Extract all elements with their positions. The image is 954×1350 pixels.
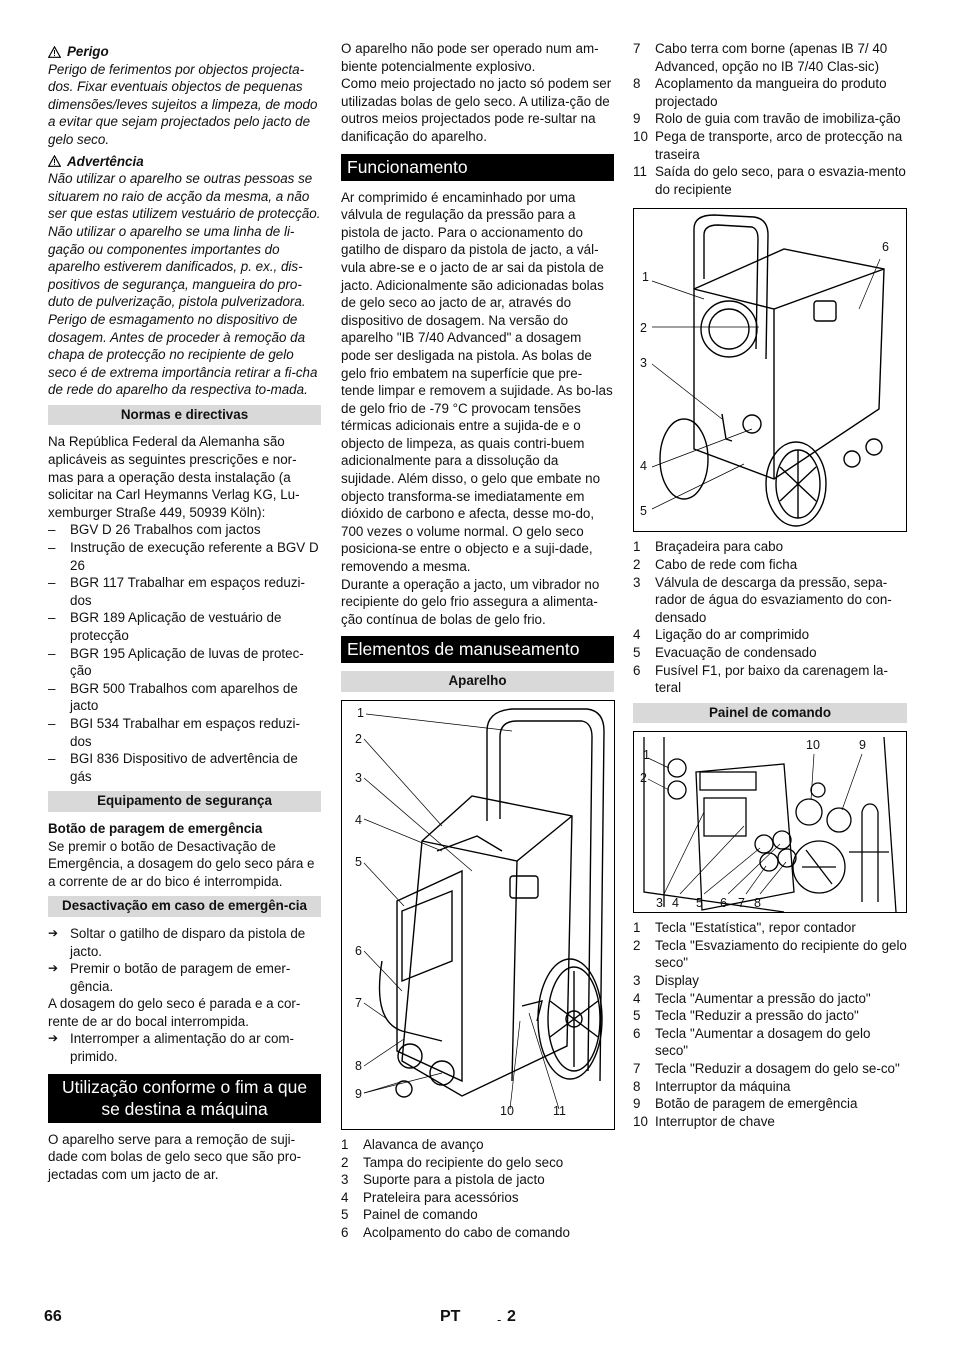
item-text: Display	[655, 973, 699, 989]
footer-separator: -	[497, 1312, 502, 1327]
list-item: – BGI 836 Dispositivo de advertência de gás	[48, 750, 321, 785]
list-item	[633, 990, 907, 1008]
column-left	[48, 40, 321, 1183]
item-number: 7	[633, 1061, 641, 1077]
section-heading-elementos: Elementos de manuseamento	[341, 636, 614, 663]
item-number: 1	[341, 1137, 349, 1152]
item-text: Interruptor da máquina	[655, 1078, 791, 1094]
item-number: 6	[341, 1224, 349, 1240]
list-item	[633, 919, 907, 937]
item-number: 8	[633, 1078, 641, 1094]
item-number: 2	[633, 556, 641, 572]
list-item	[633, 937, 907, 972]
callout-label: 1	[357, 706, 364, 720]
item-text: Painel de comando	[363, 1207, 478, 1223]
callout-label: 8	[754, 896, 761, 911]
list-item	[633, 1095, 907, 1113]
paragraph: Durante a operação a jacto, um vibrador no recipiente do gelo frio assegura a alimenta-ção contínua de bolas de gelo frio.	[341, 576, 600, 627]
callout-label: 1	[642, 270, 649, 285]
callout-label: 10	[806, 738, 820, 753]
list-item	[633, 1025, 907, 1060]
list-item	[341, 1224, 614, 1242]
callout-label: 11	[553, 1104, 566, 1118]
item-text: Rolo de guia com travão de imobiliza-ção	[655, 111, 901, 127]
danger-text: Perigo de ferimentos por objectos projecta-dos. Fixar eventuais objectos de pequenas dimensões/leves sujeitos a limpeza, de modo a evitar que sejam projectados pelo jacto de gelo seco.	[48, 61, 318, 147]
danger-label: Perigo	[67, 44, 109, 59]
callout-label: 4	[355, 813, 362, 827]
warning-text: Não utilizar o aparelho se uma linha de li-gação ou componentes importantes do aparelho estiverem danificados, p. ex., dis-positivos de segurança, mangueira do pro-duto de pulverização, pistola pulverizadora.	[48, 223, 306, 310]
item-number: 2	[341, 1154, 349, 1170]
item-text: Cabo terra com borne (apenas IB 7/ 40 Advanced, opção no IB 7/40 Clas-sic)	[655, 41, 888, 74]
list-item	[633, 1113, 907, 1131]
step-item: ➔ Soltar o gatilho de disparo da pistola de jacto.	[48, 925, 321, 960]
item-text: Acolpamento do cabo de comando	[363, 1224, 570, 1240]
item-text: Ligação do ar comprimido	[655, 627, 810, 643]
item-text: Saída do gelo seco, para o esvazia-mento do recipiente	[655, 164, 906, 197]
device-parts-list-cont	[633, 40, 907, 198]
item-number: 11	[633, 164, 647, 180]
subheading-normas: Normas e directivas	[48, 405, 321, 426]
callout-label: 5	[696, 896, 703, 911]
warning-text: Perigo de esmagamento no dispositivo de dosagem. Antes de proceder à remoção da chapa de protecção no recipiente de gelo seco é de extrema importância retirar a fi-cha de rede do aparelho da respectiva to-mada.	[48, 311, 318, 398]
control-panel-illustration	[634, 732, 906, 912]
item-number: 10	[633, 128, 648, 144]
callout-label: 3	[355, 771, 362, 785]
list-item: – BGV D 26 Trabalhos com jactos	[48, 521, 321, 539]
warning-label: Advertência	[67, 153, 144, 169]
section-page-number: 2	[507, 1308, 516, 1325]
list-item	[633, 75, 907, 110]
steps-list	[48, 925, 321, 995]
item-text: Válvula de descarga da pressão, sepa-rador de água do esvaziamento do con-densado	[655, 574, 892, 625]
item-number: 9	[633, 111, 641, 127]
item-text: Evacuação de condensado	[655, 644, 817, 660]
item-text: Tecla "Estatística", repor contador	[655, 920, 856, 936]
list-item	[633, 40, 907, 75]
column-middle	[341, 40, 614, 1242]
callout-label: 7	[355, 996, 362, 1010]
callout-label: 8	[355, 1059, 362, 1073]
callout-label: 3	[640, 356, 647, 371]
callout-label: 6	[882, 240, 889, 255]
item-number: 3	[633, 973, 641, 989]
item-number: 4	[633, 627, 641, 643]
callout-label: 7	[738, 896, 745, 911]
item-number: 5	[633, 1008, 641, 1024]
list-item	[341, 1206, 614, 1224]
list-item	[633, 1060, 907, 1078]
callout-label: 9	[355, 1087, 362, 1101]
list-item	[633, 163, 907, 198]
warning-title	[48, 153, 321, 171]
list-item: – BGR 500 Trabalhos com aparelhos de jacto	[48, 680, 321, 715]
item-number: 2	[633, 937, 641, 953]
item-number: 3	[341, 1172, 349, 1188]
steps-list	[48, 1030, 321, 1065]
item-text: Suporte para a pistola de jacto	[363, 1172, 545, 1188]
item-number: 1	[633, 920, 641, 936]
item-number: 4	[341, 1189, 349, 1205]
warning-title	[48, 43, 321, 61]
item-text: Tecla "Aumentar a dosagem do gelo seco"	[655, 1025, 871, 1059]
paragraph: O aparelho não pode ser operado num am-biente potencialmente explosivo.	[341, 41, 599, 74]
device-illustration	[342, 701, 614, 1129]
subheading-desactivacao: Desactivação em caso de emergên-cia	[48, 896, 321, 917]
list-item	[633, 1007, 907, 1025]
subheading-painel: Painel de comando	[633, 703, 907, 724]
list-item	[633, 662, 907, 697]
section-heading-utilizacao: Utilização conforme o fim a que se destina a máquina	[48, 1074, 321, 1123]
device-parts-list	[341, 1136, 614, 1242]
item-text: Acoplamento da mangueira do produto projectado	[655, 76, 887, 109]
callout-label: 6	[355, 944, 362, 958]
list-item	[341, 1171, 614, 1189]
emergency-stop-text: Se premir o botão de Desactivação de Emergência, a dosagem do gelo seco pára e a corrente de ar do bico é interrompida.	[48, 838, 315, 889]
list-item	[633, 556, 907, 574]
column-right	[633, 40, 907, 1130]
paragraph: Como meio projectado no jacto só podem ser utilizadas bolas de gelo seco. A utiliza-ção de outros meios projectados pode re-sultar na danificação do aparelho.	[341, 76, 612, 144]
callout-label: 9	[859, 738, 866, 753]
list-item	[633, 110, 907, 128]
page-number: 66	[44, 1308, 62, 1325]
callout-label: 2	[640, 321, 647, 336]
list-item	[633, 574, 907, 627]
warning-triangle-icon	[48, 155, 61, 167]
step-item: ➔ Premir o botão de paragem de emer-gência.	[48, 960, 321, 995]
rear-parts-list	[633, 538, 907, 696]
callout-label: 2	[640, 771, 647, 786]
device-front-figure	[341, 700, 615, 1130]
subheading-equipamento: Equipamento de segurança	[48, 791, 321, 812]
device-rear-illustration	[634, 209, 906, 531]
desact-text: A dosagem do gelo seco é parada e a cor-rente de ar do bocal interrompida.	[48, 996, 301, 1029]
list-item	[633, 626, 907, 644]
section-heading-funcionamento: Funcionamento	[341, 154, 614, 181]
item-number: 5	[341, 1207, 349, 1223]
callout-label: 1	[643, 748, 650, 763]
utilizacao-text: O aparelho serve para a remoção de suji-dade com bolas de gelo seco que são pro-jectadas com um jacto de ar.	[48, 1131, 302, 1182]
item-number: 3	[633, 574, 641, 590]
list-item	[633, 1078, 907, 1096]
control-panel-list	[633, 919, 907, 1130]
list-item: – Instrução de execução referente a BGV D 26	[48, 539, 321, 574]
item-text: Pega de transporte, arco de protecção na traseira	[655, 128, 903, 162]
item-number: 9	[633, 1096, 641, 1112]
list-item	[341, 1189, 614, 1207]
list-item: – BGR 195 Aplicação de luvas de protec-ção	[48, 645, 321, 680]
item-text: Tecla "Reduzir a dosagem do gelo se-co"	[655, 1061, 900, 1077]
callout-label: 5	[355, 855, 362, 869]
warning-text: Não utilizar o aparelho se outras pessoas se situarem no raio de acção da mesma, a não ser que estas utilizem vestuário de protecção.	[48, 171, 321, 222]
list-item	[633, 538, 907, 556]
normas-intro: Na República Federal da Alemanha são aplicáveis as seguintes prescrições e nor-mas para a operação desta instalação (a solicitar na Carl Heymanns Verlag KG, Lu-xemburger Straße 449, 50939 Köln):	[48, 434, 300, 520]
item-number: 4	[633, 990, 641, 1006]
item-text: Tecla "Aumentar a pressão do jacto"	[655, 990, 871, 1006]
list-item	[633, 972, 907, 990]
paragraph: Ar comprimido é encaminhado por uma válvula de regulação da pressão para a pistola de jacto. Para o accionamento do gatilho de disparo da pistola de jacto, a vál-vula abre-se e o jacto de ar sai da pistola de jacto. Adicionalmente são adicionadas bolas de gelo seco ao jacto de ar, através do dispositivo de dosagem. Na versão do aparelho "IB 7/40 Advanced" a dosagem pode ser desligada na pistola. As bolas de gelo frio embatem na superfície que pre-tende limpar e removem a sujidade. As bo-las de gelo frio de -79 °C provocam tensões térmicas adicionais entre a sujida-de e o objecto de limpeza, as quais contri-buem adicionalmente para a dissolução da sujidade. Além disso, o gelo que embate no objecto transforma-se imediatamente em dióxido de carbono e afecta, desse mo-do, 700 vezes o volume normal. O gelo seco posiciona-se entre o objecto e a suji-dade, removendo a mesma.	[341, 189, 613, 575]
device-rear-figure	[633, 208, 907, 532]
control-panel-figure	[633, 731, 907, 913]
callout-label: 10	[500, 1104, 514, 1118]
subheading-aparelho: Aparelho	[341, 671, 614, 692]
item-number: 6	[633, 662, 641, 678]
item-text: Braçadeira para cabo	[655, 539, 784, 555]
item-number: 7	[633, 41, 641, 56]
item-text: Alavanca de avanço	[363, 1137, 484, 1152]
list-item: – BGR 117 Trabalhar em espaços reduzi-dos	[48, 574, 321, 609]
item-text: Tecla "Esvaziamento do recipiente do gelo seco"	[655, 937, 907, 971]
list-item: – BGI 534 Trabalhar em espaços reduzi-dos	[48, 715, 321, 750]
normas-list	[48, 521, 321, 785]
language-code: PT	[440, 1308, 461, 1325]
list-item	[633, 128, 907, 163]
list-item	[341, 1136, 614, 1154]
callout-label: 5	[640, 504, 647, 519]
item-text: Fusível F1, por baixo da carenagem la-teral	[655, 662, 888, 696]
callout-label: 2	[355, 732, 362, 746]
step-item: ➔ Interromper a alimentação do ar com-primido.	[48, 1030, 321, 1065]
warning-triangle-icon	[48, 46, 61, 58]
item-text: Interruptor de chave	[655, 1113, 775, 1129]
callout-label: 3	[656, 896, 663, 911]
item-text: Tampa do recipiente do gelo seco	[363, 1154, 564, 1170]
item-text: Cabo de rede com ficha	[655, 556, 798, 572]
list-item	[633, 644, 907, 662]
item-number: 8	[633, 76, 641, 92]
item-text: Prateleira para acessórios	[363, 1189, 519, 1205]
item-text: Botão de paragem de emergência	[655, 1096, 858, 1112]
callout-label: 4	[672, 896, 679, 911]
callout-label: 4	[640, 459, 647, 474]
emergency-stop-heading: Botão de paragem de emergência	[48, 820, 263, 836]
item-number: 10	[633, 1113, 648, 1129]
item-number: 5	[633, 644, 641, 660]
list-item	[341, 1154, 614, 1172]
callout-label: 6	[720, 896, 727, 911]
list-item: – BGR 189 Aplicação de vestuário de protecção	[48, 609, 321, 644]
item-text: Tecla "Reduzir a pressão do jacto"	[655, 1008, 859, 1024]
item-number: 6	[633, 1025, 641, 1041]
item-number: 1	[633, 539, 641, 555]
